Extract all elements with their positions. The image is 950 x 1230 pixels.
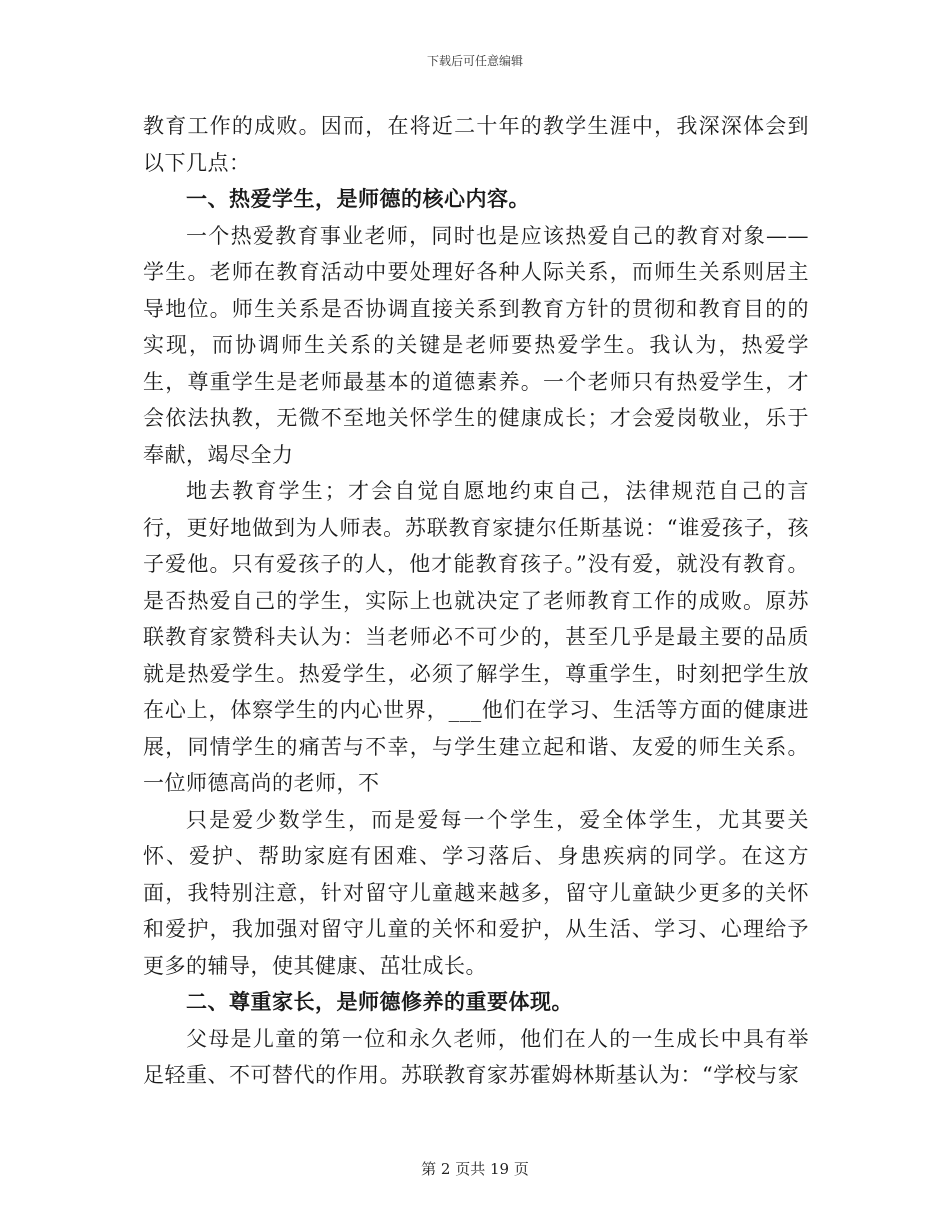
paragraph-body: 只是爱少数学生，而是爱每一个学生，爱全体学生，尤其要关怀、爱护、帮助家庭有困难、学习落后、身患疾病的同学。在这方面，我特别注意，针对留守儿童越来越多，留守儿童缺少更多的关怀和爱护，我加强对留守儿童的关怀和爱护，从生活、学习、心理给予更多的辅导，使其健康、茁壮成长。: [143, 807, 809, 978]
section-heading-1: 一、热爱学生，是师德的核心内容。: [186, 186, 530, 211]
paragraph-body: 一个热爱教育事业老师，同时也是应该热爱自己的教育对象——学生。老师在教育活动中要处理好各种人际关系，而师生关系则居主导地位。师生关系是否协调直接关系到教育方针的贯彻和教育目的的实现，而协调师生关系的关键是老师要热爱学生。我认为，热爱学生，尊重学生是老师最基本的道德素养。一个老师只有热爱学生，才会依法执教，无微不至地关怀学生的健康成长；才会爱岗敬业，乐于奉献，竭尽全力: [143, 223, 809, 467]
paragraph-body: 地去教育学生；才会自觉自愿地约束自己，法律规范自己的言行，更好地做到为人师表。苏联教育家捷尔任斯基说：“谁爱孩子，孩子爱他。只有爱孩子的人，他才能教育孩子。”没有爱，就没有教育。是否热爱自己的学生，实际上也就决定了老师教育工作的成败。原苏联教育家赞科夫认为：当老师必不可少的，甚至几乎是最主要的品质就是热爱学生。热爱学生，必须了解学生，尊重学生，时刻把学生放在心上，体察学生的内心世界，___他们在学习、生活等方面的健康进展，同情学生的痛苦与不幸，与学生建立起和谐、友爱的师生关系。一位师德高尚的老师，不: [143, 479, 809, 795]
page-number: 第 2 页共 19 页: [421, 1160, 529, 1178]
paragraph-body: 父母是儿童的第一位和永久老师，他们在人的一生成长中具有举足轻重、不可替代的作用。苏联教育家苏霍姆林斯基认为：“学校与家: [143, 1026, 809, 1087]
document-body: [143, 108, 809, 1094]
section-heading-2: 二、尊重家长，是师德修养的重要体现。: [186, 989, 573, 1014]
page-header: 下载后可任意编辑: [426, 54, 523, 68]
paragraph-intro: 教育工作的成败。因而，在将近二十年的教学生涯中，我深深体会到以下几点：: [143, 114, 809, 175]
